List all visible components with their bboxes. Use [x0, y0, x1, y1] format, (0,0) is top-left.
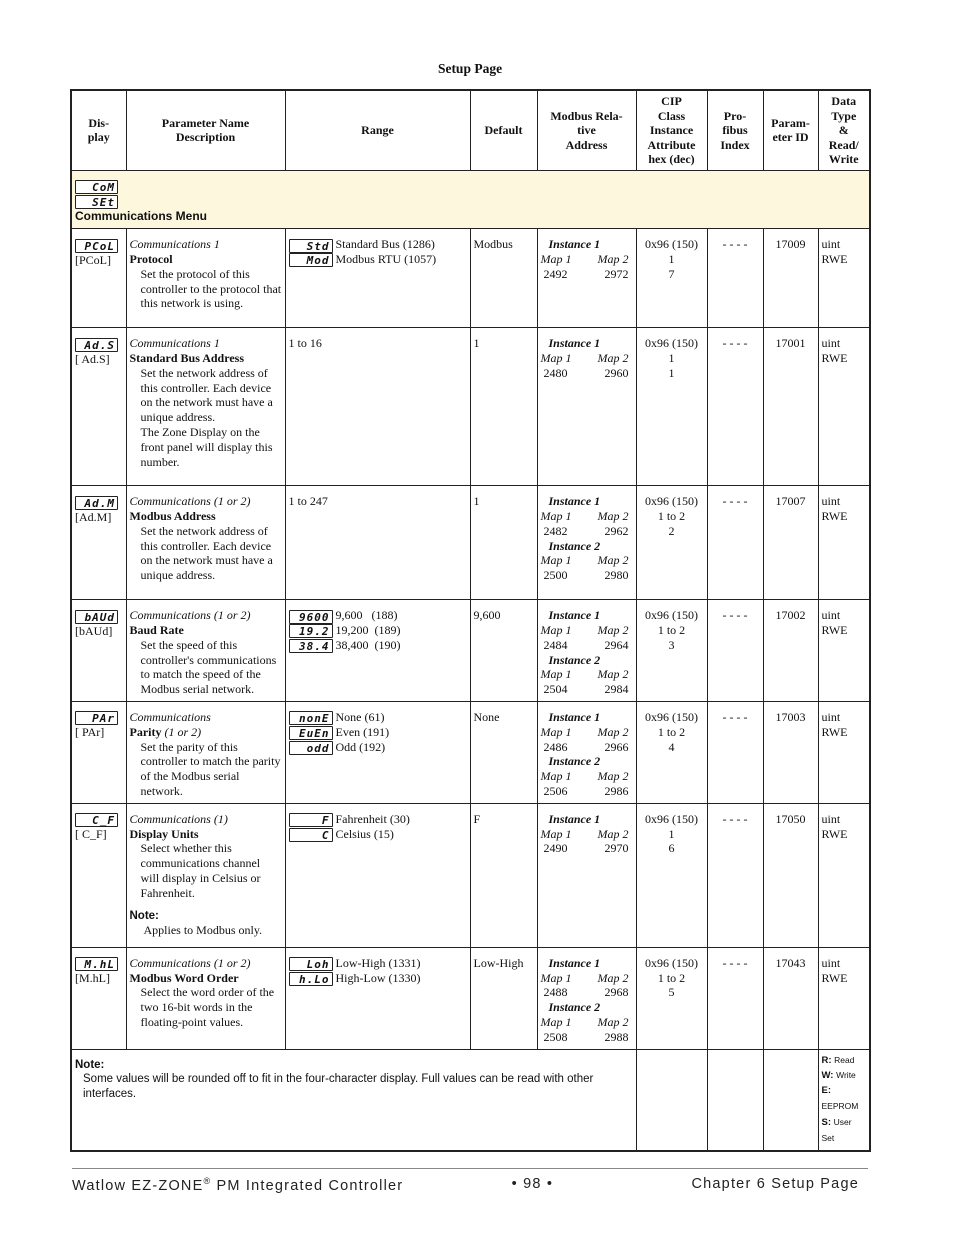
data-type: uint [821, 710, 841, 725]
footer-rule [72, 1168, 868, 1169]
display-cell [71, 947, 126, 1049]
parameter-name: Parity [129, 724, 162, 739]
display-code: [ C_F] [75, 827, 107, 842]
modbus-instance: Instance 1 [548, 237, 601, 252]
parameter-cell [126, 600, 285, 702]
rwe-legend [818, 1049, 870, 1151]
modbus-map1-value: 2484 [543, 637, 568, 652]
profibus-cell: - - - - [707, 803, 763, 947]
modbus-map2-label: Map 2 [597, 826, 629, 841]
lcd-display: Mod [289, 253, 333, 267]
parameter-context: Communications (1) [129, 811, 228, 826]
data-type: uint [821, 494, 841, 509]
param-id-cell: 17007 [763, 486, 818, 600]
modbus-map2-value: 2966 [604, 739, 629, 754]
parameter-context: Communications (1 or 2) [129, 955, 251, 970]
read-write: RWE [821, 970, 848, 985]
modbus-map1-label: Map 1 [540, 252, 572, 267]
note-row [71, 1049, 870, 1151]
header-data-type: Data Type & Read/ Write [818, 90, 870, 170]
param-id-cell: 17009 [763, 229, 818, 328]
range-cell [285, 229, 470, 328]
footer-chapter: Chapter 6 Setup Page [691, 1176, 859, 1192]
cip-value: 7 [668, 266, 675, 281]
header-cip: CIP Class Instance Attribute hex (dec) [636, 90, 707, 170]
default-cell: 1 [470, 328, 537, 486]
page-title: Setup Page [437, 61, 503, 76]
legend-key: E: [821, 1085, 831, 1097]
cip-value: 4 [668, 739, 675, 754]
cip-value: 1 to 2 [657, 509, 686, 524]
parameter-name: Standard Bus Address [129, 351, 244, 366]
parameter-row [71, 947, 870, 1049]
range-cell [285, 328, 470, 486]
parameter-note: Applies to Modbus only. [143, 923, 263, 938]
range-option-text: 38,400 (190) [335, 637, 401, 652]
parameter-note-label: Note: [129, 909, 159, 922]
parameter-name: Protocol [129, 252, 173, 267]
legend-value: Write [836, 1070, 856, 1081]
legend-item [822, 1053, 867, 1069]
parameter-name-suffix: (1 or 2) [161, 724, 202, 739]
modbus-instance: Instance 1 [548, 336, 601, 351]
display-code: [Ad.M] [75, 509, 112, 524]
range-option [289, 608, 467, 623]
parameter-name: Modbus Address [129, 509, 216, 524]
parameter-description: Select whether this communications channel will display in Celsius or Fahrenheit. [140, 841, 261, 900]
header-param-id: Param- eter ID [763, 90, 818, 170]
modbus-map1-label: Map 1 [540, 553, 572, 568]
menu-row [71, 170, 870, 228]
cip-value: 6 [668, 841, 675, 856]
modbus-map2-value: 2972 [604, 266, 629, 281]
parameter-cell [126, 702, 285, 804]
cip-value: 1 to 2 [657, 623, 686, 638]
cip-value: 5 [668, 985, 675, 1000]
data-type: uint [821, 237, 841, 252]
display-cell [71, 229, 126, 328]
cip-cell [636, 600, 707, 702]
modbus-map1-value: 2492 [543, 266, 568, 281]
lcd-display: h.Lo [289, 972, 333, 986]
modbus-cell [537, 486, 636, 600]
data-type-cell [818, 328, 870, 486]
parameter-description: Set the speed of this controller's communications to match the speed of the Modbus serial network. [140, 637, 277, 697]
range-option [289, 252, 467, 267]
modbus-map2-value: 2986 [604, 784, 629, 799]
range-cell [285, 702, 470, 804]
range-option [289, 237, 467, 252]
lcd-display: PAr [75, 711, 118, 725]
lcd-display: C_F [75, 813, 118, 827]
header-row [71, 90, 870, 170]
modbus-map2-value: 2988 [604, 1029, 629, 1044]
modbus-map1-label: Map 1 [540, 970, 572, 985]
legend-key: W: [821, 1070, 834, 1082]
modbus-map1-value: 2486 [543, 739, 568, 754]
display-cell [71, 803, 126, 947]
read-write: RWE [821, 252, 848, 267]
modbus-map2-label: Map 2 [597, 724, 629, 739]
modbus-map1-label: Map 1 [540, 769, 572, 784]
modbus-instance: Instance 1 [548, 494, 601, 509]
parameter-description: Set the network address of this controller. Each device on the network must have a unique address. [140, 365, 273, 425]
parameter-cell [126, 328, 285, 486]
modbus-map2-value: 2970 [604, 841, 629, 856]
display-cell [71, 486, 126, 600]
lcd-display: 38.4 [289, 639, 333, 653]
cip-value: 0x96 (150) [645, 955, 698, 970]
parameter-cell [126, 486, 285, 600]
header-profibus: Pro- fibus Index [707, 90, 763, 170]
profibus-cell: - - - - [707, 328, 763, 486]
lcd-display: 9600 [289, 610, 333, 624]
display-code: [bAUd] [75, 623, 113, 638]
modbus-map1-value: 2490 [543, 841, 568, 856]
default-cell: 1 [470, 486, 537, 600]
modbus-instance: Instance 2 [548, 754, 601, 769]
range-option-text: None (61) [335, 710, 385, 725]
modbus-map2-label: Map 2 [597, 667, 629, 682]
modbus-map2-label: Map 2 [597, 1015, 629, 1030]
header-modbus: Modbus Rela- tive Address [537, 90, 636, 170]
display-cell [71, 702, 126, 804]
modbus-map1-value: 2506 [543, 784, 568, 799]
lcd-display: bAUd [75, 610, 118, 624]
parameter-name: Modbus Word Order [129, 970, 239, 985]
cip-value: 1 to 2 [657, 724, 686, 739]
default-cell: Low-High [470, 947, 537, 1049]
cip-value: 0x96 (150) [645, 336, 698, 351]
range-option [289, 623, 467, 638]
modbus-map1-label: Map 1 [540, 509, 572, 524]
read-write: RWE [821, 826, 848, 841]
default-cell: Modbus [470, 229, 537, 328]
footer [72, 1176, 859, 1194]
data-type: uint [821, 608, 841, 623]
range-option-text: Celsius (15) [335, 826, 394, 841]
default-cell: None [470, 702, 537, 804]
modbus-cell [537, 947, 636, 1049]
modbus-map2-value: 2984 [604, 682, 629, 697]
parameter-context: Communications [129, 710, 211, 725]
footer-page: • 98 • [511, 1176, 554, 1192]
range-text: 1 to 247 [288, 494, 328, 509]
modbus-map1-value: 2480 [543, 365, 568, 380]
modbus-map2-label: Map 2 [597, 553, 629, 568]
modbus-map2-label: Map 2 [597, 252, 629, 267]
parameter-name: Display Units [129, 826, 199, 841]
cip-cell [636, 328, 707, 486]
profibus-cell: - - - - [707, 947, 763, 1049]
header-range: Range [285, 90, 470, 170]
modbus-map2-label: Map 2 [597, 623, 629, 638]
data-type-cell [818, 600, 870, 702]
modbus-instance: Instance 2 [548, 1000, 601, 1015]
read-write: RWE [821, 623, 848, 638]
lcd-display: Ad.M [75, 496, 118, 510]
parameter-cell [126, 947, 285, 1049]
lcd-display: Loh [289, 957, 333, 971]
range-option [289, 740, 467, 755]
menu-label: Communications Menu [75, 209, 208, 224]
cip-cell [636, 702, 707, 804]
modbus-map1-label: Map 1 [540, 623, 572, 638]
parameter-cell [126, 803, 285, 947]
modbus-cell [537, 600, 636, 702]
read-write: RWE [821, 509, 848, 524]
range-option-text: 9,600 (188) [335, 608, 398, 623]
lcd-display: Ad.S [75, 338, 118, 352]
range-option-text: Modbus RTU (1057) [335, 252, 437, 267]
parameter-context: Communications (1 or 2) [129, 608, 251, 623]
param-id-cell: 17043 [763, 947, 818, 1049]
range-option [289, 710, 467, 725]
modbus-map2-label: Map 2 [597, 351, 629, 366]
parameter-description: Set the network address of this controller. Each device on the network must have a unique address. [140, 523, 273, 583]
registered-mark: ® [203, 1176, 212, 1186]
modbus-map2-value: 2980 [604, 568, 629, 583]
empty-cell [763, 1049, 818, 1151]
modbus-instance: Instance 1 [548, 955, 601, 970]
parameter-row [71, 229, 870, 328]
modbus-map1-label: Map 1 [540, 351, 572, 366]
default-cell: F [470, 803, 537, 947]
param-id-cell: 17050 [763, 803, 818, 947]
legend-key: S: [821, 1116, 831, 1128]
parameter-context: Communications 1 [129, 336, 220, 351]
lcd-display: nonE [289, 711, 333, 725]
cip-value: 1 to 2 [657, 970, 686, 985]
parameter-description: Set the protocol of this controller to the protocol that this network is using. [140, 266, 282, 311]
lcd-display: EuEn [289, 726, 333, 740]
data-type: uint [821, 955, 841, 970]
range-cell [285, 486, 470, 600]
range-option-text: Odd (192) [335, 739, 386, 754]
data-type-cell [818, 803, 870, 947]
empty-cell [636, 1049, 707, 1151]
modbus-map1-label: Map 1 [540, 724, 572, 739]
data-type-cell [818, 702, 870, 804]
lcd-display: 19.2 [289, 624, 333, 638]
parameter-row [71, 486, 870, 600]
cip-value: 1 [668, 252, 675, 267]
note-text: Some values will be rounded off to fit in the four-character display. Full values can be read with other interfaces. [83, 1073, 594, 1101]
range-option [289, 827, 467, 842]
note-label: Note: [75, 1058, 105, 1071]
parameter-row [71, 600, 870, 702]
modbus-map1-label: Map 1 [540, 667, 572, 682]
modbus-instance: Instance 2 [548, 538, 601, 553]
display-cell [71, 600, 126, 702]
cip-value: 1 [668, 826, 675, 841]
modbus-map1-label: Map 1 [540, 1015, 572, 1030]
modbus-map2-label: Map 2 [597, 769, 629, 784]
modbus-instance: Instance 1 [548, 608, 601, 623]
footer-title [72, 1176, 403, 1194]
data-type-cell [818, 486, 870, 600]
parameter-description-extra: The Zone Display on the front panel will display this number. [140, 425, 273, 469]
range-option-text: Fahrenheit (30) [335, 811, 410, 826]
modbus-cell [537, 803, 636, 947]
display-code: [ Ad.S] [75, 351, 110, 366]
header-display: Dis- play [71, 90, 126, 170]
lcd-display: M.hL [75, 957, 118, 971]
lcd-display: F [289, 813, 333, 827]
parameter-context: Communications 1 [129, 237, 220, 252]
footer-product: PM Integrated Controller [211, 1177, 404, 1194]
cip-value: 2 [668, 523, 675, 538]
parameter-table [70, 89, 871, 1152]
range-option [289, 812, 467, 827]
modbus-cell [537, 702, 636, 804]
legend-item [822, 1084, 867, 1115]
cip-value: 0x96 (150) [645, 710, 698, 725]
range-option-text: High-Low (1330) [335, 970, 421, 985]
param-id-cell: 17003 [763, 702, 818, 804]
parameter-cell [126, 229, 285, 328]
lcd-display: SEt [75, 195, 118, 209]
modbus-instance: Instance 1 [548, 811, 601, 826]
modbus-map1-value: 2488 [543, 985, 568, 1000]
legend-value: EEPROM [821, 1101, 859, 1111]
default-cell: 9,600 [470, 600, 537, 702]
parameter-description: Set the parity of this controller to match the parity of the Modbus serial network. [140, 739, 281, 799]
display-code: [PCoL] [75, 252, 111, 267]
range-option [289, 971, 467, 986]
profibus-cell: - - - - [707, 229, 763, 328]
display-code: [M.hL] [75, 971, 110, 986]
parameter-row [71, 328, 870, 486]
modbus-map1-value: 2508 [543, 1029, 568, 1044]
empty-cell [707, 1049, 763, 1151]
modbus-map2-label: Map 2 [597, 509, 629, 524]
modbus-map1-value: 2482 [543, 523, 568, 538]
parameter-context: Communications (1 or 2) [129, 494, 251, 509]
lcd-display: odd [289, 741, 333, 755]
modbus-map1-value: 2504 [543, 682, 568, 697]
param-id-cell: 17002 [763, 600, 818, 702]
modbus-cell [537, 229, 636, 328]
range-option [289, 956, 467, 971]
range-option-text: Standard Bus (1286) [335, 237, 435, 252]
parameter-row [71, 803, 870, 947]
cip-cell [636, 947, 707, 1049]
modbus-instance: Instance 1 [548, 710, 601, 725]
profibus-cell: - - - - [707, 702, 763, 804]
modbus-map2-label: Map 2 [597, 970, 629, 985]
modbus-map2-value: 2962 [604, 523, 629, 538]
cip-value: 0x96 (150) [645, 494, 698, 509]
profibus-cell: - - - - [707, 486, 763, 600]
cip-cell [636, 803, 707, 947]
cip-value: 0x96 (150) [645, 608, 698, 623]
modbus-map1-label: Map 1 [540, 826, 572, 841]
range-cell [285, 947, 470, 1049]
lcd-display: CoM [75, 180, 118, 194]
range-option [289, 725, 467, 740]
parameter-name: Baud Rate [129, 623, 184, 638]
display-cell [71, 328, 126, 486]
profibus-cell: - - - - [707, 600, 763, 702]
rows-body [71, 229, 870, 1049]
modbus-map2-value: 2960 [604, 365, 629, 380]
range-option-text: Even (191) [335, 724, 390, 739]
cip-value: 0x96 (150) [645, 811, 698, 826]
data-type: uint [821, 336, 841, 351]
parameter-row [71, 702, 870, 804]
header-default: Default [470, 90, 537, 170]
legend-value: User Set [821, 1116, 852, 1143]
modbus-cell [537, 328, 636, 486]
legend-item [822, 1068, 867, 1084]
data-type-cell [818, 229, 870, 328]
range-cell [285, 600, 470, 702]
lcd-display: Std [289, 239, 333, 253]
cip-value: 3 [668, 637, 675, 652]
modbus-map2-value: 2968 [604, 985, 629, 1000]
range-option-text: 19,200 (189) [335, 623, 401, 638]
footer-brand: Watlow EZ-ZONE [72, 1177, 204, 1194]
range-option [289, 638, 467, 653]
cip-value: 1 [668, 365, 675, 380]
modbus-map2-value: 2964 [604, 637, 629, 652]
legend-item [822, 1115, 867, 1147]
range-text: 1 to 16 [288, 336, 322, 351]
header-parameter: Parameter Name Description [126, 90, 285, 170]
cip-cell [636, 486, 707, 600]
lcd-display: PCoL [75, 239, 118, 253]
range-cell [285, 803, 470, 947]
modbus-instance: Instance 2 [548, 652, 601, 667]
parameter-description: Select the word order of the two 16-bit words in the floating-point values. [140, 985, 275, 1030]
cip-value: 1 [668, 351, 675, 366]
modbus-map1-value: 2500 [543, 568, 568, 583]
lcd-display: C [289, 828, 333, 842]
read-write: RWE [821, 351, 848, 366]
display-code: [ PAr] [75, 725, 105, 740]
range-option-text: Low-High (1331) [335, 955, 421, 970]
legend-key: R: [821, 1054, 832, 1066]
data-type-cell [818, 947, 870, 1049]
cip-value: 0x96 (150) [645, 237, 698, 252]
read-write: RWE [821, 724, 848, 739]
data-type: uint [821, 811, 841, 826]
legend-value: Read [834, 1054, 855, 1065]
param-id-cell: 17001 [763, 328, 818, 486]
cip-cell [636, 229, 707, 328]
